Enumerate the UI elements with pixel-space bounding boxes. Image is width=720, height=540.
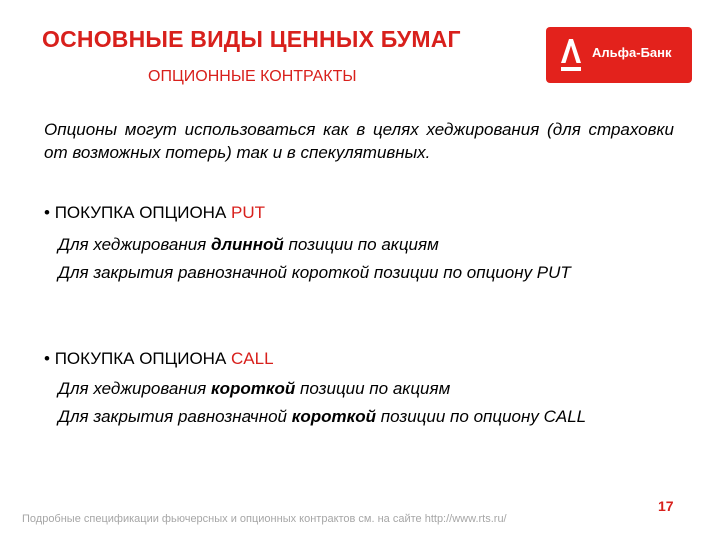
section-heading-accent: PUT (231, 203, 266, 222)
section-heading-text: ПОКУПКА ОПЦИОНА (54, 203, 232, 222)
section-heading-put (44, 203, 265, 223)
logo-text: Альфа-Банк (592, 45, 672, 60)
line-text: позиции по акциям (295, 379, 451, 398)
line-emphasis: длинной (210, 235, 284, 254)
line-text: позиции по опциону CALL (375, 407, 587, 426)
page-subtitle: ОПЦИОННЫЕ КОНТРАКТЫ (148, 68, 357, 85)
line-emphasis: короткой (291, 407, 376, 426)
line-text: позиции по акциям (283, 235, 439, 254)
alfa-bank-logo (546, 27, 692, 83)
line-text: Для хеджирования (58, 379, 211, 398)
call-line-hedging (58, 379, 450, 399)
alfa-bank-logo-icon (558, 35, 584, 75)
put-line-closing: Для закрытия равнозначной короткой позиции по опциону PUT (58, 263, 571, 282)
bullet: • (44, 203, 50, 222)
page-title: ОСНОВНЫЕ ВИДЫ ЦЕННЫХ БУМАГ (42, 26, 461, 52)
section-heading-accent: CALL (231, 349, 274, 368)
line-text: Для закрытия равнозначной (58, 407, 292, 426)
line-text: Для хеджирования (58, 235, 211, 254)
page-number: 17 (658, 498, 674, 514)
call-line-closing (58, 407, 586, 427)
section-heading-text: ПОКУПКА ОПЦИОНА (54, 349, 232, 368)
footer-note: Подробные спецификации фьючерсных и опционных контрактов см. на сайте http://www.rts.ru/ (22, 513, 507, 525)
intro-paragraph: Опционы могут использоваться как в целях хеджирования (для страховки от возможных потерь) так и в спекулятивных. (44, 120, 674, 162)
put-line-hedging (58, 235, 439, 255)
bullet: • (44, 349, 50, 368)
section-heading-call (44, 349, 274, 369)
line-emphasis: короткой (210, 379, 296, 398)
